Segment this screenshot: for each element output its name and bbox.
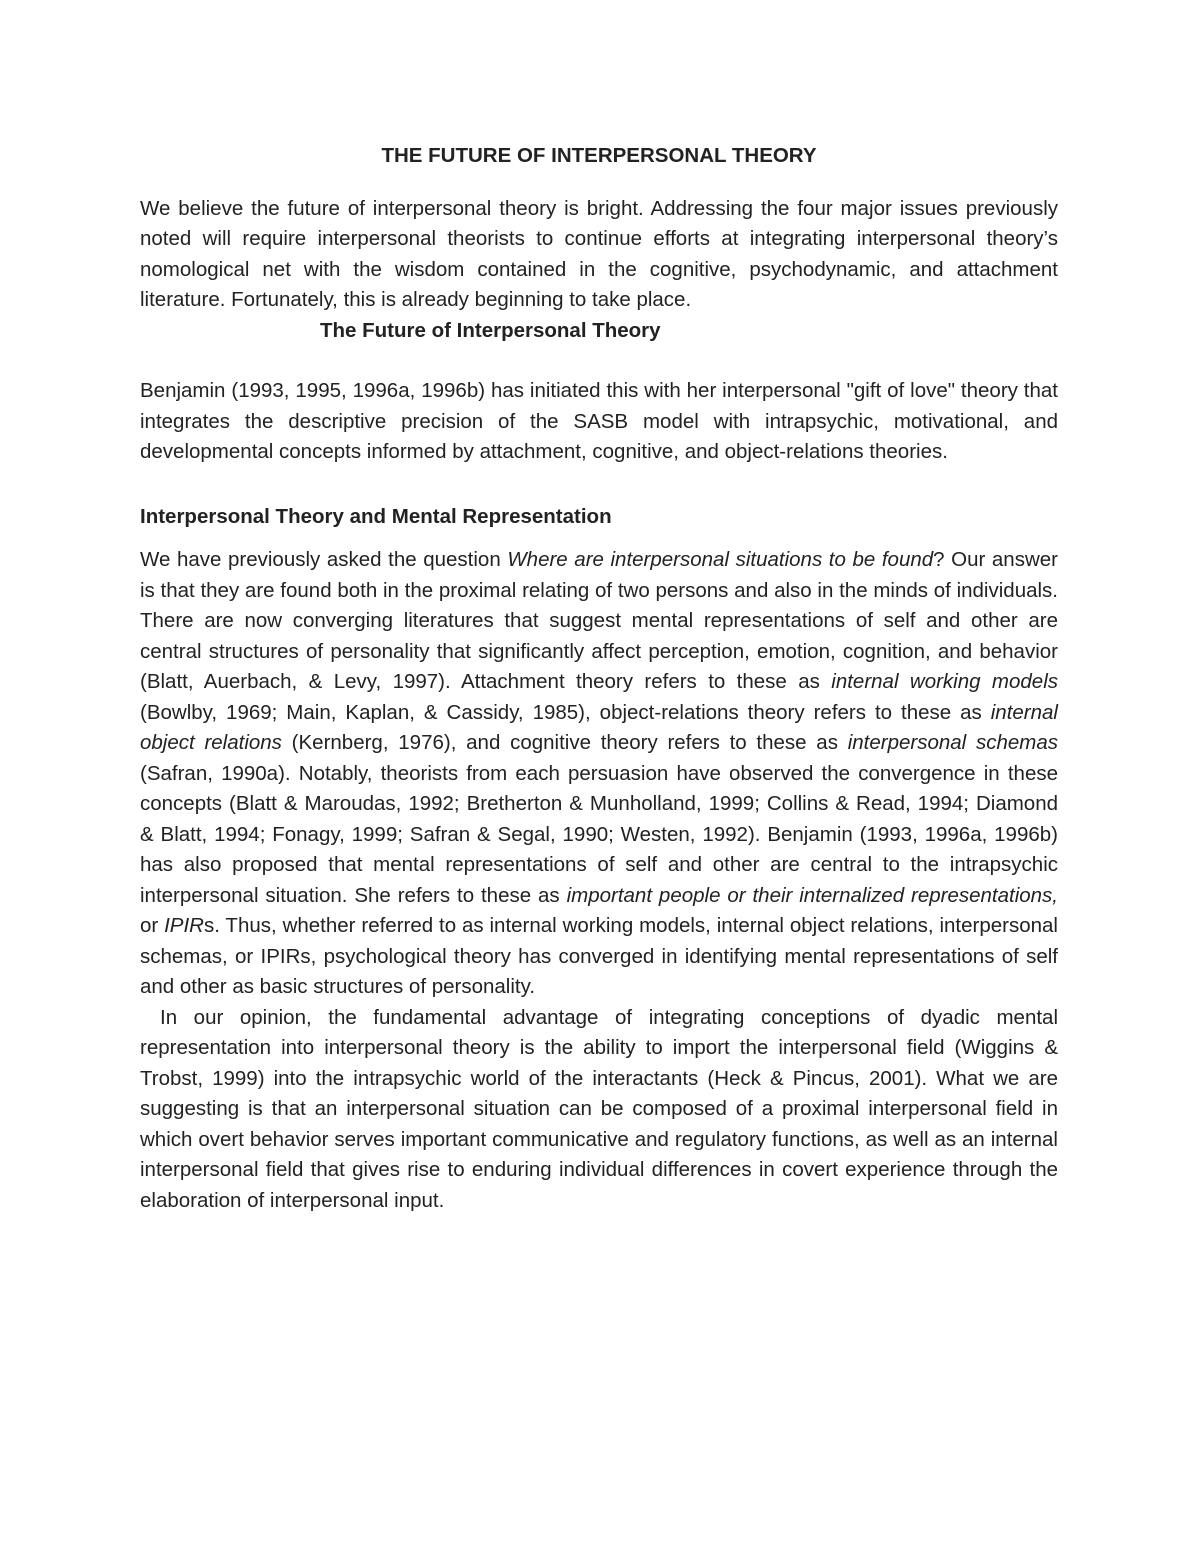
text-run: or [140, 914, 165, 937]
document-page [140, 138, 1058, 1216]
text-run: (Kernberg, 1976), and cognitive theory refers to these as [281, 731, 848, 754]
text-run: ? Our answer is that they are found both in the proximal relating of two persons and also in the minds of individuals. There are now converging literatures that suggest mental representations of self and other are central structures of personality that significantly affect perception, emotion, cognition, and behavior (Blatt, Auerbach, & Levy, 1997). Attachment theory refers to these as [140, 548, 1058, 693]
spacer [140, 346, 1058, 376]
italic-text-run: Where are interpersonal situations to be found [507, 548, 934, 571]
italic-text-run: internal object relations [140, 700, 1058, 754]
text-run: s. Thus, whether referred to as internal working models, internal object relations, interpersonal schemas, or IPIRs, psychological theory has converged in identifying mental representations of self and other as basic structures of personality. [140, 914, 1058, 998]
document-title: THE FUTURE OF INTERPERSONAL THEORY [381, 144, 817, 167]
mental-representation-paragraph [140, 545, 1058, 1003]
intro-paragraph: We believe the future of interpersonal theory is bright. Addressing the four major issues previously noted will require interpersonal theorists to continue efforts at integrating interpersonal theory’s nomological net with the wisdom contained in the cognitive, psychodynamic, and attachment literature. Fortunately, this is already beginning to take place. [140, 196, 1058, 311]
italic-text-run: interpersonal schemas [847, 731, 1058, 754]
benjamin-paragraph: Benjamin (1993, 1995, 1996a, 1996b) has initiated this with her interpersonal "gift of love" theory that integrates the descriptive precision of the SASB model with intrapsychic, motivational, and developmental concepts informed by attachment, cognitive, and object-relations theories. [140, 379, 1058, 463]
spacer [140, 468, 1058, 502]
section-heading: Interpersonal Theory and Mental Representation [140, 504, 612, 528]
italic-text-run: important people or their internalized representations, [566, 883, 1058, 907]
opinion-paragraph: In our opinion, the fundamental advantage of integrating conceptions of dyadic mental representation into interpersonal theory is the ability to import the interpersonal field (Wiggins & Trobst, 1999) into the intrapsychic world of the interactants (Heck & Pincus, 2001). What we are suggesting is that an interpersonal situation can be composed of a proximal interpersonal field in which overt behavior serves important communicative and regulatory functions, as well as an internal interpersonal field that gives rise to enduring individual differences in covert experience through the elaboration of interpersonal input. [140, 1005, 1058, 1212]
italic-text-run: IPIR [164, 914, 204, 937]
italic-text-run: internal working models [831, 670, 1059, 693]
text-run: (Bowlby, 1969; Main, Kaplan, & Cassidy, 1985), object-relations theory refers to these as [140, 700, 991, 724]
text-run: (Safran, 1990a). Notably, theorists from each persuasion have observed the convergence in these concepts (Blatt & Maroudas, 1992; Bretherton & Munholland, 1999; Collins & Read, 1994; Diamond & Blatt, 1994; Fonagy, 1999; Safran & Segal, 1990; Westen, 1992). Benjamin (1993, 1996a, 1996b) has also proposed that mental representations of self and other are central to the intrapsychic interpersonal situation. She refers to these as [140, 761, 1058, 907]
text-run: We have previously asked the question [140, 548, 508, 571]
section-subheading: The Future of Interpersonal Theory [320, 318, 661, 342]
